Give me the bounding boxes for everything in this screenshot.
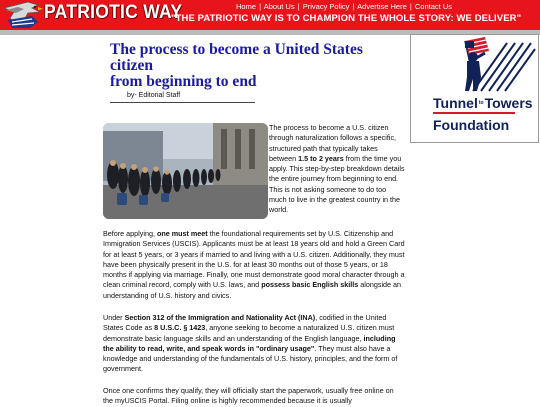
filing-paragraph [103,386,405,407]
nav-separator: | [297,2,300,11]
article-byline: by- Editorial Staff [127,92,181,99]
intro-text: from the time you apply. This step-by-step breakdown details the entire journey from beginning to end. This is not asking someone to do too much to live in the greatest country in the world. [269,153,405,215]
nav-about-us[interactable]: About Us [263,2,295,11]
paragraph-text: alongside an understanding of U.S. history and civics. [103,280,402,300]
ad-name-small: to [478,100,484,106]
paragraph-highlight: possess basic English skills [261,280,359,290]
ad-accent-line [433,112,515,114]
title-line: from beginning to end [110,73,257,90]
nav-separator: | [409,2,412,11]
requirements-paragraph [103,229,405,301]
tunnel-to-towers-ad[interactable] [410,34,539,143]
nav-advertise-here[interactable]: Advertise Here [357,2,407,11]
paragraph-text: Before applying, [103,229,157,238]
paragraph-text: , codified in the United States Code as [103,313,387,333]
queue-photo-image [103,123,268,219]
title-line: citizen [110,57,154,74]
title-line: The process to become a United States [110,41,363,58]
intro-text: The process to become a U.S. citizen through naturalization follows a specific, structured path that typically takes between [269,123,397,163]
nav-separator: | [352,2,355,11]
paragraph-highlight: one must meet [156,229,208,238]
nav-separator: | [259,2,262,11]
ad-brand-sub: Foundation [433,117,510,133]
top-nav [236,2,452,11]
ad-brand-name [433,96,533,110]
paragraph-text: Under [103,313,125,322]
nav-contact-us[interactable]: Contact Us [414,2,452,11]
paragraph-text: . They must also have a knowledge and understanding of the fundamentals of U.S. history, principles, and the form of government. [103,343,398,374]
law-paragraph [103,313,405,375]
firefighter-flag-icon [411,35,538,97]
article [103,36,405,406]
title-divider [110,102,255,103]
ad-name-right: Towers [484,95,533,111]
paragraph-highlight: including the ability to read, write, and speak words in "ordinary usage" [103,333,396,353]
nav-privacy-policy[interactable]: Privacy Policy [302,2,350,11]
logo-text: PATRIOTIC WAY [44,2,183,23]
intro-highlight: 1.5 to 2 years [298,153,344,163]
site-header [0,0,540,30]
eagle-icon [2,0,44,30]
article-title [110,42,405,90]
ad-name-left: Tunnel [433,95,478,111]
paragraph-highlight: 8 U.S.C. § 1423 [154,323,206,333]
nav-home[interactable]: Home [236,2,257,11]
paragraph-text: the foundational requirements set by U.S. Citizenship and Immigration Services (USCIS). Applicants must be at least 18 years old and hold a Green Card for at least 5 years, or 3 years if married to and living with a U.S. citizen. Additionally, they must have been physically present in the U.S. for at least 30 months out of those 5 years, or 18 months if applying via marriage. Finally, one must demonstrate good moral character through a clean criminal record, comply with U.S. laws, and [103,229,405,290]
intro-paragraph [269,123,405,216]
paragraph-highlight: Section 312 of the Immigration and Nationality Act (INA) [124,313,316,322]
paragraph-text: Once one confirms they qualify, they will officially start the paperwork, usually free online on the myUSCIS Portal. Filing online is highly recommended because it is usually [103,386,394,406]
site-logo[interactable] [0,0,183,30]
article-photo [103,123,268,219]
paragraph-text: , anyone seeking to become a naturalized U.S. citizen must demonstrate basic language skills and an understanding of the English language, [103,323,395,343]
site-tagline: "THE PATRIOTIC WAY IS TO CHAMPION THE WHOLE STORY: WE DELIVER" [171,13,522,24]
